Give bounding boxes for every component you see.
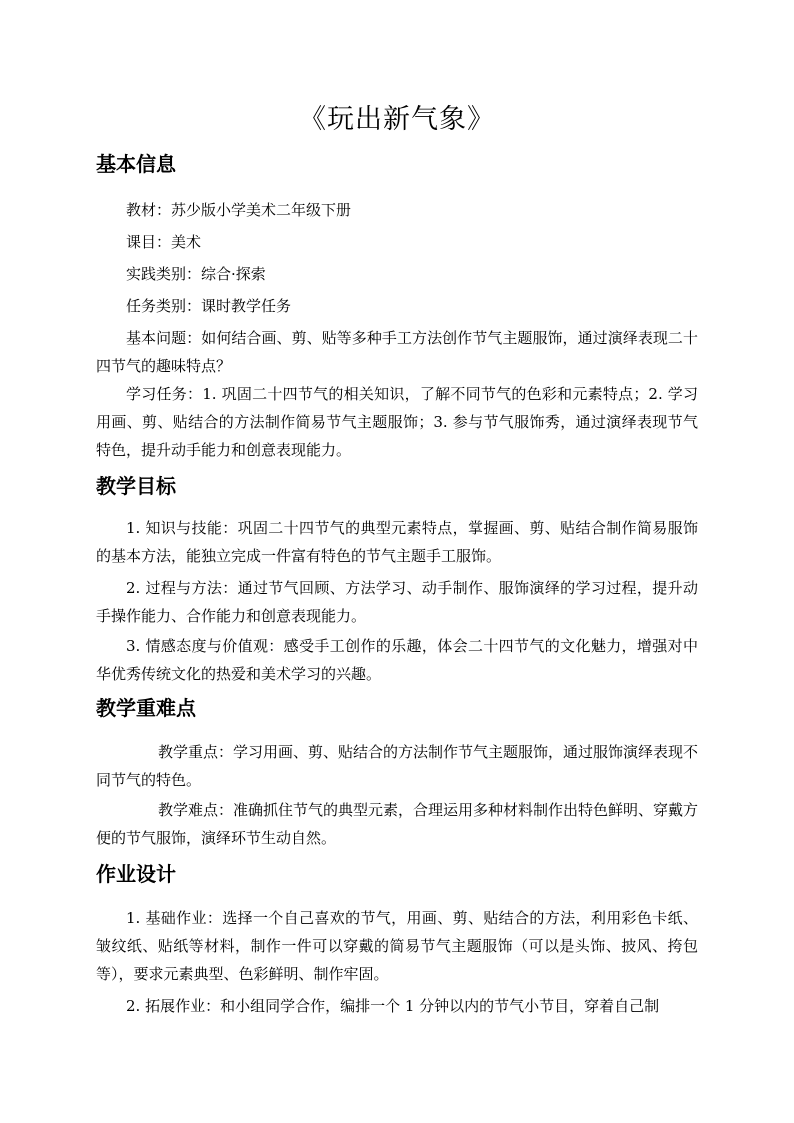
practice-type-line: 实践类别：综合·探索 (126, 265, 266, 283)
objective-item: 1. 知识与技能：巩固二十四节气的典型元素特点，掌握画、剪、贴结合制作简易服饰的基本方法，能独立完成一件富有特色的节气主题手工服饰。 (96, 519, 698, 565)
basic-question: 基本问题：如何结合画、剪、贴等多种手工方法创作节气主题服饰，通过演绎表现二十四节气的趣味特点？ (96, 329, 698, 375)
heading-key-points: 教学重难点 (96, 696, 196, 720)
heading-objectives: 教学目标 (96, 474, 176, 498)
textbook-line: 教材：苏少版小学美术二年级下册 (126, 201, 352, 219)
homework-item: 2. 拓展作业：和小组同学合作，编排一个 1 分钟以内的节气小节目，穿着自己制 (126, 997, 660, 1015)
task-type-line: 任务类别：课时教学任务 (126, 297, 292, 315)
teaching-focus: 教学重点：学习用画、剪、贴结合的方法制作节气主题服饰，通过服饰演绎表现不同节气的特色。 (96, 743, 699, 789)
document-title: 《玩出新气象》 (299, 104, 495, 135)
heading-basic-info: 基本信息 (96, 152, 176, 176)
teaching-difficulty: 教学难点：准确抓住节气的典型元素，合理运用多种材料制作出特色鲜明、穿戴方便的节气服饰，演绎环节生动自然。 (96, 801, 699, 847)
learning-task: 学习任务：1. 巩固二十四节气的相关知识，了解不同节气的色彩和元素特点；2. 学习用画、剪、贴结合的方法制作简易节气主题服饰；3. 参与节气服饰秀，通过演绎表现节气特色，提升动手能力和创意表现能力。 (96, 385, 698, 459)
heading-homework: 作业设计 (96, 862, 176, 886)
subject-line: 课目：美术 (126, 233, 202, 251)
objective-item: 2. 过程与方法：通过节气回顾、方法学习、动手制作、服饰演绎的学习过程，提升动手操作能力、合作能力和创意表现能力。 (96, 579, 698, 625)
objective-item: 3. 情感态度与价值观：感受手工创作的乐趣，体会二十四节气的文化魅力，增强对中华优秀传统文化的热爱和美术学习的兴趣。 (96, 637, 698, 683)
homework-item: 1. 基础作业：选择一个自己喜欢的节气，用画、剪、贴结合的方法，利用彩色卡纸、皱纹纸、贴纸等材料，制作一件可以穿戴的简易节气主题服饰（可以是头饰、披风、挎包等），要求元素典型、色彩鲜明、制作牢固。 (96, 909, 698, 983)
